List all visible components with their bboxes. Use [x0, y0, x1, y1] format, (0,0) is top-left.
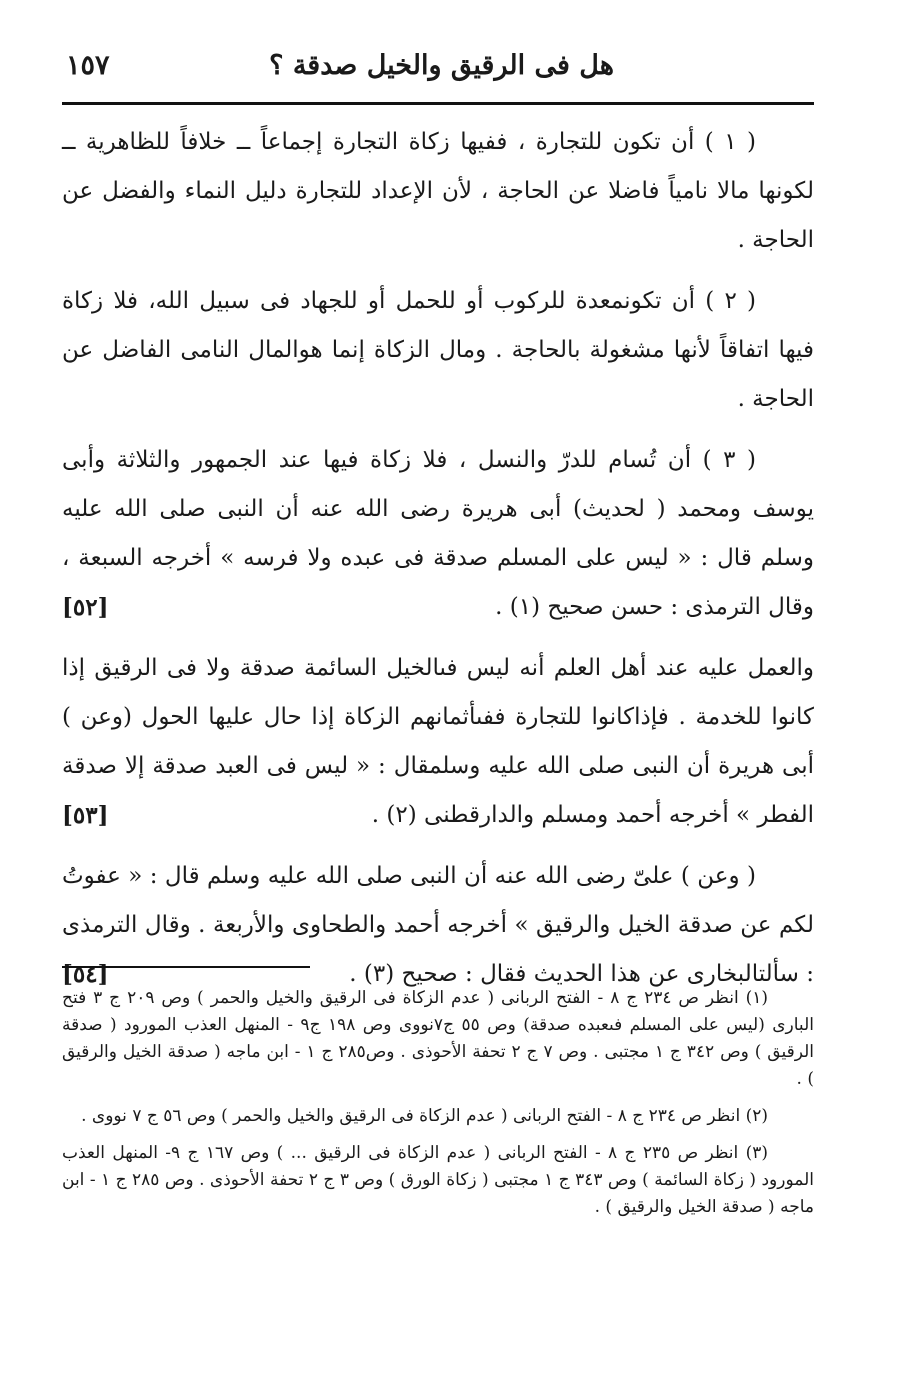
book-page	[62, 40, 814, 1360]
paragraph-text: ( ٣ ) أن تُسام للدرّ والنسل ، فلا زكاة فيها عند الجمهور والثلاثة وأبى يوسف ومحمد ( لحديث) أبى هريرة رضى الله عنه أن النبى صلى الله عليه وسلم قال : « ليس على المسلم صدقة فى عبده ولا فرسه » أخرجه السبعة ، وقال الترمذى : حسن صحيح (١) .	[62, 447, 814, 620]
footnote-1	[62, 985, 814, 1093]
hadith-number: [٥٣]	[62, 802, 109, 829]
paragraph-1	[62, 118, 814, 265]
footnote-divider	[62, 966, 310, 968]
page-title: هل فى الرقيق والخيل صدقة ؟	[269, 50, 614, 81]
page-number: ١٥٧	[66, 50, 110, 81]
paragraph-text: ( ٢ ) أن تكونمعدة للركوب أو للحمل أو للجهاد فى سبيل الله، فلا زكاة فيها اتفاقاً لأنها مشغولة بالحاجة . ومال الزكاة إنما هوالمال النامى الفاضل عن الحاجة .	[62, 288, 814, 412]
footnote-text: (٣) انظر ص ٢٣٥ ج ٨ - الفتح الربانى ( عدم الزكاة فى الرقيق ... ) وص ١٦٧ ج ٩- المنهل العذب المورود ( زكاة السائمة ) وص ٣٤٣ ج ١ مجتبى ( زكاة الورق ) وص ٣ ج ٢ تحفة الأحوذى . وص ٢٨٥ ج ١ - ابن ماجه ( صدقة الخيل والرقيق ) .	[62, 1143, 814, 1217]
paragraph-text: ( وعن ) علىّ رضى الله عنه أن النبى صلى الله عليه وسلم قال : « عفوتُ لكم عن صدقة الخيل والرقيق » أخرجه أحمد والطحاوى والأربعة . وقال الترمذى : سألتالبخارى عن هذا الحديث فقال : صحيح (٣) .	[62, 863, 814, 987]
hadith-number: [٥٤]	[62, 961, 109, 988]
header-divider	[62, 102, 814, 105]
footnote-text: (٢) انظر ص ٢٣٤ ج ٨ - الفتح الربانى ( عدم الزكاة فى الرقيق والخيل والحمر ) وص ٥٦ ج ٧ نووى .	[81, 1106, 768, 1126]
paragraph-3	[62, 436, 814, 632]
page-header	[62, 40, 814, 98]
main-text	[62, 118, 814, 1011]
paragraph-4	[62, 644, 814, 840]
footnote-3	[62, 1140, 814, 1221]
paragraph-5	[62, 852, 814, 999]
hadith-number: [٥٢]	[62, 594, 109, 621]
paragraph-2	[62, 277, 814, 424]
footnote-text: (١) انظر ص ٢٣٤ ج ٨ - الفتح الربانى ( عدم الزكاة فى الرقيق والخيل والحمر ) وص ٢٠٩ ج ٣ فتح البارى (ليس على المسلم فىعبده صدقة) وص ٥٥ ج٧نووى وص ١٩٨ ج٩ - المنهل العذب المورود ( صدقة الرقيق ) وص ٣٤٢ ج ١ مجتبى . وص ٧ ج ٢ تحفة الأحوذى . وص٢٨٥ ج ١ - ابن ماجه ( صدقة الخيل والرقيق ) .	[62, 988, 815, 1089]
footnote-2	[62, 1103, 814, 1130]
footnotes	[62, 985, 814, 1231]
paragraph-text: ( ١ ) أن تكون للتجارة ، ففيها زكاة التجارة إجماعاً ــ خلافاً للظاهرية ــ لكونها مالا نامياً فاضلا عن الحاجة ، لأن الإعداد للتجارة دليل النماء والفضل عن الحاجة .	[62, 129, 814, 253]
paragraph-text: والعمل عليه عند أهل العلم أنه ليس فىالخيل السائمة صدقة ولا فى الرقيق إذا كانوا للخدمة . فإذاكانوا للتجارة ففىأثمانهم الزكاة إذا حال عليها الحول (وعن ) أبى هريرة أن النبى صلى الله عليه وسلمقال : « ليس فى العبد صدقة إلا صدقة الفطر » أخرجه أحمد ومسلم والدارقطنى (٢) .	[62, 655, 814, 828]
